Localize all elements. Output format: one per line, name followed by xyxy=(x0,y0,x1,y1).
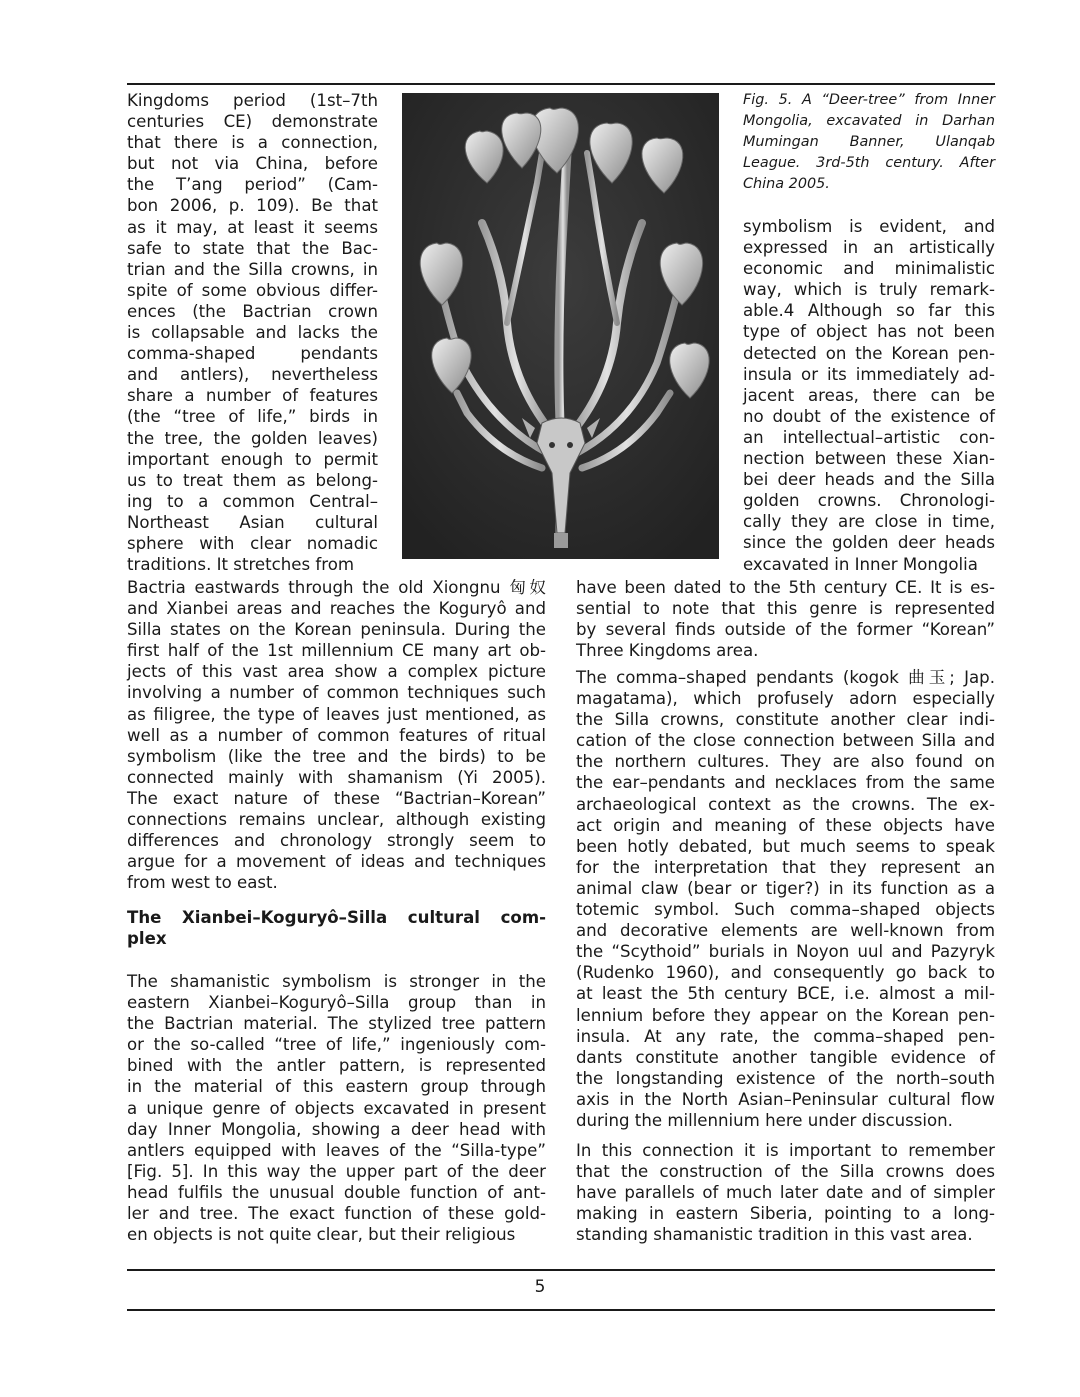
text-line: head fulfils the unusual double function of ant- xyxy=(127,1182,546,1202)
text-line: by several finds outside of the former “Korean” xyxy=(576,620,995,640)
text-line: The Xianbei–Koguryô–Silla cultural com- xyxy=(127,908,546,927)
bottom-rule-upper xyxy=(127,1269,995,1271)
text-line: the “Scythoid” burials in Noyon uul and Pazyryk xyxy=(576,942,995,962)
text-line: argue for a movement of ideas and techniques xyxy=(127,852,546,872)
section-heading xyxy=(127,907,546,949)
text-line: centuries CE) demonstrate xyxy=(127,112,378,132)
right-column-p1 xyxy=(576,577,995,661)
text-line: an intellectual–artistic con- xyxy=(743,427,995,447)
text-line: ences (the Bactrian crown xyxy=(127,301,378,321)
text-line: cation of the close connection between Silla and xyxy=(576,731,995,751)
text-line: sential to note that this genre is represented xyxy=(576,599,995,619)
text-line: well as a number of common features of ritual xyxy=(127,725,546,745)
text-line: symbolism (like the tree and the birds) to be xyxy=(127,746,546,766)
text-line: The exact nature of these “Bactrian–Korean” xyxy=(127,788,546,808)
text-line: and decorative elements are well-known from xyxy=(576,921,995,941)
text-line: detected on the Korean pen- xyxy=(743,343,995,363)
text-line: Mongolia, excavated in Darhan xyxy=(743,113,995,129)
text-line: ler and tree. The exact function of these gold- xyxy=(127,1204,546,1224)
text-line: bon 2006, p. 109). Be that xyxy=(127,196,378,216)
text-line: bined with the antler pattern, is represented xyxy=(127,1056,546,1076)
text-line: (Rudenko 1960), and consequently go back to xyxy=(576,963,995,983)
deer-tree-figure xyxy=(402,93,719,559)
text-line: jects of this vast area show a complex picture xyxy=(127,662,546,682)
text-line: totemic symbol. Such comma–shaped objects xyxy=(576,900,995,920)
text-line: for the interpretation that they represent an xyxy=(576,857,995,877)
text-line: sphere with clear nomadic xyxy=(127,533,378,553)
text-line: the tree, the golden leaves) xyxy=(127,428,378,448)
text-line: and antlers), nevertheless xyxy=(127,365,378,385)
text-line: the northern cultures. They are also found on xyxy=(576,752,995,772)
text-line: League. 3rd-5th century. After xyxy=(743,155,995,171)
left-column-top xyxy=(127,90,378,575)
right-column-top xyxy=(743,216,995,575)
text-line: have parallels of much later date and of simpler xyxy=(576,1183,995,1203)
bottom-rule-lower xyxy=(127,1309,995,1311)
deer-tree-image xyxy=(402,93,719,559)
text-line: animal claw (bear or tiger?) in its function as a xyxy=(576,878,995,898)
text-line: China 2005. xyxy=(743,176,830,192)
text-line: jacent areas, there can be xyxy=(743,385,995,405)
text-line: magatama), which profusely adorn especially xyxy=(576,689,995,709)
text-line: since the golden deer heads xyxy=(743,533,995,553)
left-column-bottom xyxy=(127,971,546,1245)
text-line: a unique genre of objects excavated in present xyxy=(127,1098,546,1118)
text-line: is collapsable and lacks the xyxy=(127,323,378,343)
text-line: standing shamanistic tradition in this vast area. xyxy=(576,1225,973,1245)
figure-caption xyxy=(743,90,995,195)
text-line: insula. At any rate, the comma–shaped pen- xyxy=(576,1026,995,1046)
text-line: the Bactrian material. The stylized tree pattern xyxy=(127,1014,546,1034)
text-line: spite of some obvious differ- xyxy=(127,280,378,300)
text-line: expressed in an artistically xyxy=(743,238,995,258)
text-line: involving a number of common techniques such xyxy=(127,683,546,703)
text-line: at least the 5th century BCE, i.e. almost a mil- xyxy=(576,984,995,1004)
text-line: in the material of this eastern group through xyxy=(127,1077,546,1097)
text-line: making in eastern Siberia, pointing to a long- xyxy=(576,1204,995,1224)
text-line: dants constitute another tangible evidence of xyxy=(576,1047,995,1067)
text-line: as it may, at least it seems xyxy=(127,217,378,237)
text-line: able.4 Although so far this xyxy=(743,301,995,321)
text-line: way, which is truly remark- xyxy=(743,280,995,300)
text-line: insula or its immediately ad- xyxy=(743,364,995,384)
text-line: ing to a common Central– xyxy=(127,491,378,511)
text-line: In this connection it is important to remember xyxy=(576,1141,995,1160)
text-line: and Xianbei areas and reaches the Koguryô and xyxy=(127,599,546,619)
page-number: 5 xyxy=(534,1277,546,1297)
text-line: archaeological context as the crowns. The ex- xyxy=(576,794,995,814)
text-line: as filigree, the type of leaves just mentioned, as xyxy=(127,704,546,724)
text-line: that the construction of the Silla crowns does xyxy=(576,1162,995,1182)
text-line: connected mainly with shamanism (Yi 2005). xyxy=(127,767,546,787)
text-line: or the so-called “tree of life,” ingeniously com- xyxy=(127,1035,546,1055)
text-line: bei deer heads and the Silla xyxy=(743,470,995,490)
text-line: the longstanding existence of the north–south xyxy=(576,1068,995,1088)
text-line: The shamanistic symbolism is stronger in the xyxy=(127,972,546,991)
text-line: Mumingan Banner, Ulanqab xyxy=(743,134,995,150)
text-line: the Silla crowns, constitute another clear indi- xyxy=(576,710,995,730)
text-line: act origin and meaning of these objects have xyxy=(576,815,995,835)
text-line: Silla states on the Korean peninsula. During the xyxy=(127,620,546,640)
text-line: differences and chronology strongly seem to xyxy=(127,831,546,851)
text-line: connections remains unclear, although existing xyxy=(127,810,546,830)
text-line: during the millennium here under discussion. xyxy=(576,1110,953,1130)
text-line: eastern Xianbei–Koguryô–Silla group than in xyxy=(127,993,546,1013)
text-line: share a number of features xyxy=(127,386,378,406)
text-line: Bactria eastwards through the old Xiongnu 匈奴 xyxy=(127,578,546,597)
text-line: traditions. It stretches from xyxy=(127,555,355,575)
text-line: first half of the 1st millennium CE many art ob- xyxy=(127,641,546,661)
text-line: [Fig. 5]. In this way the upper part of the deer xyxy=(127,1161,546,1181)
text-line: golden crowns. Chronologi- xyxy=(743,491,995,511)
top-rule xyxy=(127,83,995,85)
text-line: cally they are close in time, xyxy=(743,512,995,532)
text-line: important enough to permit xyxy=(127,449,378,469)
text-line: The comma–shaped pendants (kogok 曲玉; Jap. xyxy=(576,668,995,687)
text-line: excavated in Inner Mongolia xyxy=(743,554,978,574)
text-line: en objects is not quite clear, but their religious xyxy=(127,1225,516,1245)
text-line: symbolism is evident, and xyxy=(743,217,995,236)
text-line: axis in the North Asian–Peninsular cultural flow xyxy=(576,1089,995,1109)
text-line: been hotly debated, but much seems to speak xyxy=(576,836,995,856)
text-line: Kingdoms period (1st–7th xyxy=(127,91,378,110)
text-line: type of object has not been xyxy=(743,322,995,342)
text-line: have been dated to the 5th century CE. It is es- xyxy=(576,578,995,597)
text-line: Fig. 5. A “Deer-tree” from Inner xyxy=(743,92,995,108)
left-column-body xyxy=(127,577,546,893)
text-line: but not via China, before xyxy=(127,154,378,174)
text-line: safe to state that the Bac- xyxy=(127,238,378,258)
text-line: Northeast Asian cultural xyxy=(127,512,378,532)
text-line: nection between these Xian- xyxy=(743,449,995,469)
text-line: trian and the Silla crowns, in xyxy=(127,259,378,279)
right-column-p3 xyxy=(576,1140,995,1245)
text-line: from west to east. xyxy=(127,873,278,893)
text-line: day Inner Mongolia, showing a deer head with xyxy=(127,1119,546,1139)
text-line: plex xyxy=(127,929,167,948)
text-line: the ear–pendants and necklaces from the same xyxy=(576,773,995,793)
text-line: us to treat them as belong- xyxy=(127,470,378,490)
text-line: the T’ang period” (Cam- xyxy=(127,175,378,195)
text-line: antlers equipped with leaves of the “Silla-type” xyxy=(127,1140,546,1160)
right-column-p2 xyxy=(576,667,995,1131)
text-line: that there is a connection, xyxy=(127,133,378,153)
text-line: no doubt of the existence of xyxy=(743,406,995,426)
text-line: economic and minimalistic xyxy=(743,259,995,279)
text-line: comma-shaped pendants xyxy=(127,344,378,364)
text-line: Three Kingdoms area. xyxy=(576,641,759,661)
text-line: lennium before they appear on the Korean pen- xyxy=(576,1005,995,1025)
text-line: (the “tree of life,” birds in xyxy=(127,407,378,427)
